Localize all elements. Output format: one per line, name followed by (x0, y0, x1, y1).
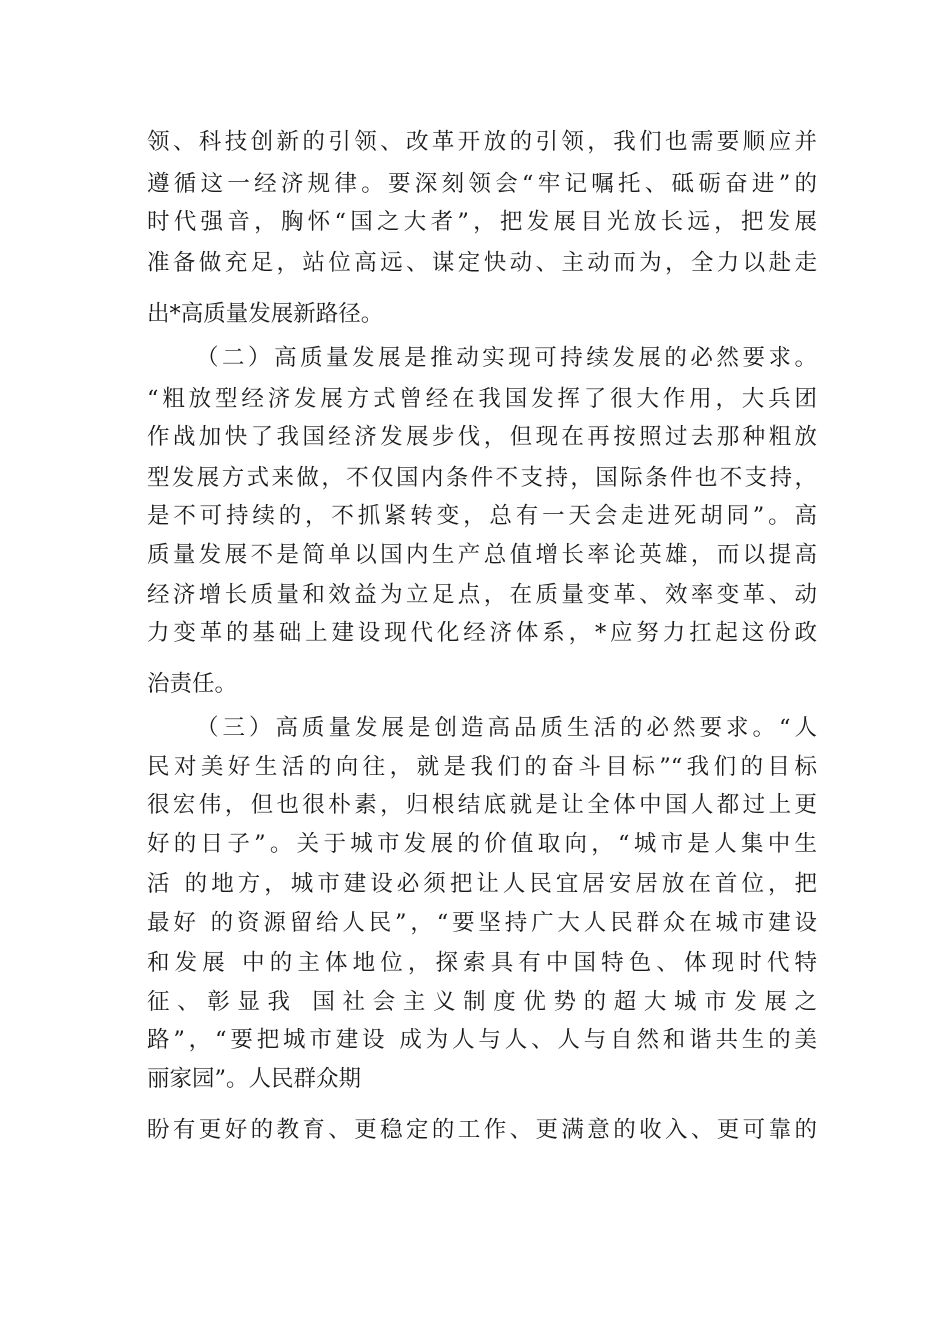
text-line: “粗放型经济发展方式曾经在我国发挥了很大作用，大兵团 (147, 386, 817, 412)
text-line: 领、科技创新的引领、改革开放的引领，我们也需要顺应并 (147, 129, 817, 155)
text-line: 经济增长质量和效益为立足点，在质量变革、效率变革、动 (147, 582, 817, 608)
text-line: 活 的地方，城市建设必须把让人民宜居安居放在首位，把 (147, 871, 817, 897)
text-line: 最好 的资源留给人民”，“要坚持广大人民群众在城市建设 (147, 910, 817, 936)
text-line: 治责任。 (147, 671, 238, 697)
section-heading-3: （三）高质量发展是创造高品质生活的必然要求。“人 (196, 715, 817, 741)
text-line: 力变革的基础上建设现代化经济体系，*应努力扛起这份政 (147, 620, 817, 646)
text-line: 时代强音，胸怀“国之大者”，把发展目光放长远，把发展 (147, 209, 817, 235)
text-line: 质量发展不是简单以国内生产总值增长率论英雄，而以提高 (147, 542, 817, 568)
text-line: 出*高质量发展新路径。 (147, 301, 384, 327)
section-heading-2: （二）高质量发展是推动实现可持续发展的必然要求。 (196, 345, 817, 371)
text-line: 是不可持续的，不抓紧转变，总有一天会走进死胡同”。高 (147, 503, 817, 529)
text-line: 好的日子”。关于城市发展的价值取向，“城市是人集中生 (147, 831, 817, 857)
text-line: 征、彰显我 国社会主义制度优势的超大城市发展之 (147, 989, 817, 1015)
text-line: 丽家园”。人民群众期 (147, 1066, 362, 1092)
text-line: 作战加快了我国经济发展步伐，但现在再按照过去那种粗放 (147, 424, 817, 450)
text-line: 准备做充足，站位高远、谋定快动、主动而为，全力以赴走 (147, 250, 817, 276)
text-line: 和发展 中的主体地位，探索具有中国特色、体现时代特 (147, 950, 817, 976)
text-line: 民对美好生活的向往，就是我们的奋斗目标”“我们的目标 (147, 754, 817, 780)
text-line: 很宏伟，但也很朴素，归根结底就是让全体中国人都过上更 (147, 792, 817, 818)
text-line: 型发展方式来做，不仅国内条件不支持，国际条件也不支持， (147, 465, 817, 491)
text-line: 遵循这一经济规律。要深刻领会“牢记嘱托、砥砺奋进”的 (147, 171, 817, 197)
text-line: 盼有更好的教育、更稳定的工作、更满意的收入、更可靠的 (147, 1117, 817, 1143)
text-line: 路”，“要把城市建设 成为人与人、人与自然和谐共生的美 (147, 1027, 817, 1053)
